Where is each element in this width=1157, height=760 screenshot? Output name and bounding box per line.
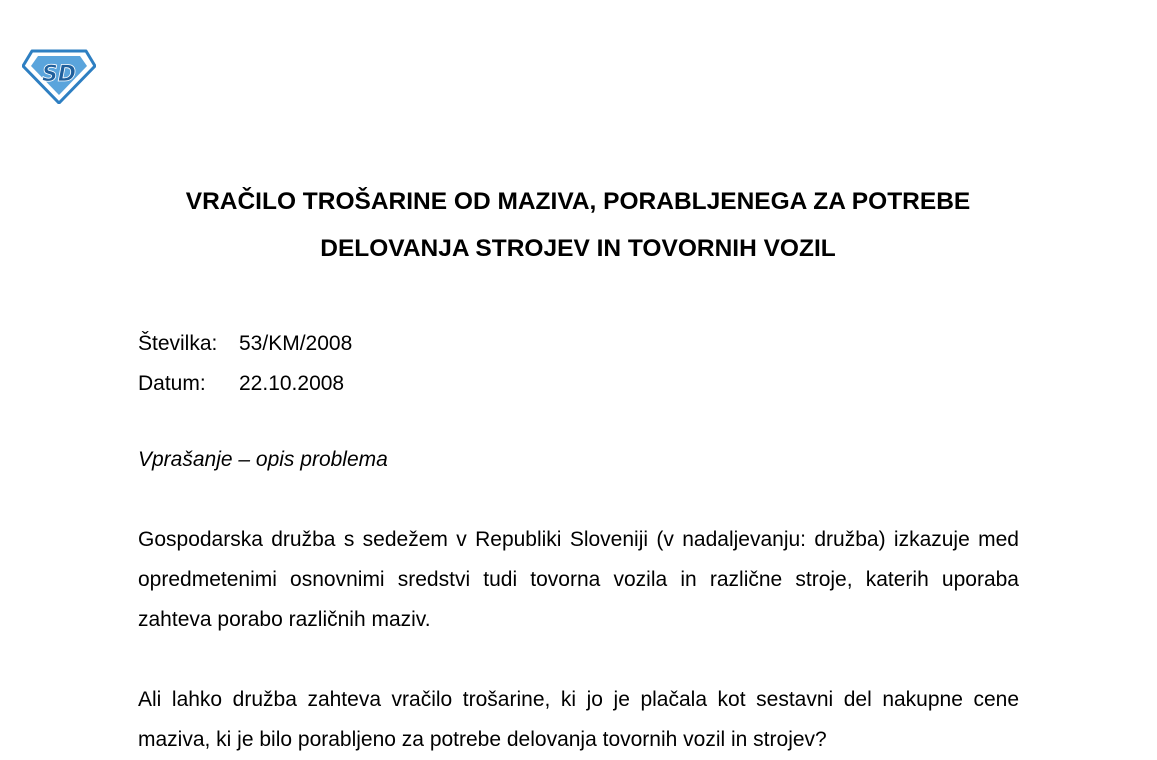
logo-text: SD (41, 62, 77, 87)
section-heading: Vprašanje – opis problema (138, 448, 388, 471)
title-line-1: VRAČILO TROŠARINE OD MAZIVA, PORABLJENEGA ZA POTREBE (185, 188, 971, 215)
title-line-2: DELOVANJA STROJEV IN TOVORNIH VOZIL (320, 235, 836, 262)
number-value: 53/KM/2008 (239, 332, 353, 355)
date-row (138, 364, 352, 404)
number-label: Številka: (138, 332, 218, 355)
sd-shield-logo (22, 48, 96, 104)
paragraph-1: Gospodarska družba s sedežem v Republiki Sloveniji (v nadaljevanju: družba) izkazuje med opredmetenimi osnovnimi sredstvi tudi tovorna vozila in različne stroje, katerih uporaba zahteva porabo različnih maziv. (138, 528, 1019, 631)
document-title (138, 178, 1018, 272)
document-meta (138, 324, 352, 404)
paragraph-2: Ali lahko družba zahteva vračilo trošarine, ki jo je plačala kot sestavni del nakupne cene maziva, ki je bilo porabljeno za potrebe delovanja tovornih vozil in strojev? (138, 688, 1019, 751)
date-value: 22.10.2008 (239, 372, 345, 395)
number-row (138, 324, 352, 364)
date-label: Datum: (138, 372, 206, 395)
